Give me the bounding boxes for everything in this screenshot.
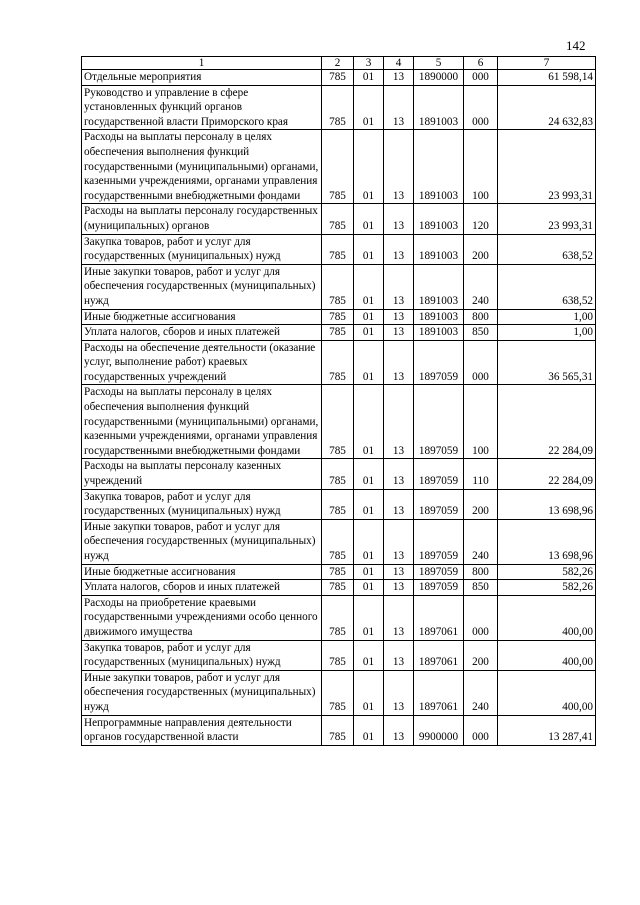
code-cell: 800 [464,309,498,325]
table-row [82,234,596,264]
item-name-cell: Расходы на выплаты персоналу в целях обеспечения выполнения функций государственными (муниципальными) органами, казенными учреждениями, органами управления государственными внебюджетными фондами [82,385,322,459]
code-cell: 1891003 [414,325,464,341]
table-row [82,70,596,86]
code-cell: 01 [354,595,384,640]
amount-cell: 22 284,09 [498,459,596,489]
code-cell: 01 [354,640,384,670]
table-row [82,519,596,564]
code-cell: 01 [354,670,384,715]
table-row [82,325,596,341]
code-cell: 200 [464,234,498,264]
amount-cell: 13 698,96 [498,489,596,519]
code-cell: 01 [354,325,384,341]
budget-table [81,56,596,746]
amount-cell: 400,00 [498,640,596,670]
item-name-cell: Закупка товаров, работ и услуг для государственных (муниципальных) нужд [82,489,322,519]
code-cell: 850 [464,325,498,341]
item-name-cell: Иные закупки товаров, работ и услуг для обеспечения государственных (муниципальных) нужд [82,264,322,309]
table-row [82,309,596,325]
table-row [82,85,596,130]
code-cell: 13 [384,715,414,745]
table-row [82,130,596,204]
code-cell: 1897059 [414,564,464,580]
code-cell: 13 [384,70,414,86]
item-name-cell: Отдельные мероприятия [82,70,322,86]
code-cell: 240 [464,519,498,564]
code-cell: 1891003 [414,234,464,264]
code-cell: 13 [384,640,414,670]
code-cell: 120 [464,204,498,234]
code-cell: 13 [384,264,414,309]
code-cell: 785 [322,595,354,640]
code-cell: 01 [354,715,384,745]
table-row [82,340,596,385]
header-cell: 7 [498,57,596,70]
amount-cell: 638,52 [498,264,596,309]
table-row [82,715,596,745]
code-cell: 13 [384,325,414,341]
amount-cell: 1,00 [498,309,596,325]
code-cell: 200 [464,489,498,519]
code-cell: 1897059 [414,519,464,564]
code-cell: 000 [464,595,498,640]
table-row [82,459,596,489]
code-cell: 785 [322,715,354,745]
amount-cell: 23 993,31 [498,130,596,204]
item-name-cell: Расходы на выплаты персоналу в целях обеспечения выполнения функций государственными (муниципальными) органами, казенными учреждениями, органами управления государственными внебюджетными фондами [82,130,322,204]
code-cell: 785 [322,564,354,580]
table-row [82,564,596,580]
item-name-cell: Закупка товаров, работ и услуг для государственных (муниципальных) нужд [82,234,322,264]
table-row [82,489,596,519]
table-row [82,670,596,715]
code-cell: 785 [322,70,354,86]
code-cell: 13 [384,204,414,234]
item-name-cell: Непрограммные направления деятельности органов государственной власти [82,715,322,745]
amount-cell: 36 565,31 [498,340,596,385]
code-cell: 785 [322,264,354,309]
code-cell: 785 [322,204,354,234]
amount-cell: 61 598,14 [498,70,596,86]
table-row [82,595,596,640]
code-cell: 01 [354,580,384,596]
code-cell: 785 [322,85,354,130]
item-name-cell: Иные бюджетные ассигнования [82,309,322,325]
code-cell: 785 [322,519,354,564]
code-cell: 110 [464,459,498,489]
code-cell: 01 [354,340,384,385]
code-cell: 785 [322,640,354,670]
code-cell: 13 [384,564,414,580]
code-cell: 1891003 [414,204,464,234]
code-cell: 1897061 [414,670,464,715]
table-row [82,385,596,459]
code-cell: 13 [384,519,414,564]
code-cell: 13 [384,670,414,715]
code-cell: 800 [464,564,498,580]
code-cell: 13 [384,309,414,325]
code-cell: 01 [354,489,384,519]
code-cell: 01 [354,519,384,564]
code-cell: 240 [464,264,498,309]
item-name-cell: Закупка товаров, работ и услуг для государственных (муниципальных) нужд [82,640,322,670]
code-cell: 01 [354,130,384,204]
amount-cell: 400,00 [498,595,596,640]
amount-cell: 1,00 [498,325,596,341]
code-cell: 13 [384,385,414,459]
code-cell: 01 [354,264,384,309]
code-cell: 13 [384,130,414,204]
code-cell: 13 [384,459,414,489]
item-name-cell: Расходы на выплаты персоналу казенных учреждений [82,459,322,489]
amount-cell: 24 632,83 [498,85,596,130]
code-cell: 100 [464,130,498,204]
code-cell: 240 [464,670,498,715]
code-cell: 13 [384,595,414,640]
code-cell: 1897059 [414,340,464,385]
code-cell: 1891003 [414,130,464,204]
item-name-cell: Расходы на выплаты персоналу государственных (муниципальных) органов [82,204,322,234]
code-cell: 1891003 [414,264,464,309]
code-cell: 01 [354,309,384,325]
code-cell: 100 [464,385,498,459]
code-cell: 1890000 [414,70,464,86]
table-row [82,640,596,670]
header-cell: 1 [82,57,322,70]
code-cell: 000 [464,715,498,745]
amount-cell: 582,26 [498,564,596,580]
item-name-cell: Иные бюджетные ассигнования [82,564,322,580]
code-cell: 01 [354,564,384,580]
header-cell: 3 [354,57,384,70]
amount-cell: 23 993,31 [498,204,596,234]
code-cell: 785 [322,489,354,519]
code-cell: 01 [354,204,384,234]
amount-cell: 400,00 [498,670,596,715]
code-cell: 1897059 [414,489,464,519]
item-name-cell: Руководство и управление в сфере установленных функций органов государственной власти Приморского края [82,85,322,130]
code-cell: 785 [322,580,354,596]
code-cell: 000 [464,70,498,86]
code-cell: 13 [384,85,414,130]
code-cell: 1891003 [414,309,464,325]
header-cell: 4 [384,57,414,70]
code-cell: 785 [322,459,354,489]
item-name-cell: Иные закупки товаров, работ и услуг для обеспечения государственных (муниципальных) нужд [82,670,322,715]
code-cell: 1891003 [414,85,464,130]
amount-cell: 582,26 [498,580,596,596]
code-cell: 785 [322,309,354,325]
item-name-cell: Уплата налогов, сборов и иных платежей [82,325,322,341]
code-cell: 01 [354,459,384,489]
item-name-cell: Иные закупки товаров, работ и услуг для обеспечения государственных (муниципальных) нужд [82,519,322,564]
code-cell: 01 [354,234,384,264]
code-cell: 1897059 [414,385,464,459]
code-cell: 1897061 [414,640,464,670]
table-row [82,204,596,234]
header-row [82,57,596,70]
code-cell: 13 [384,234,414,264]
code-cell: 850 [464,580,498,596]
code-cell: 01 [354,70,384,86]
item-name-cell: Расходы на приобретение краевыми государственными учреждениями особо ценного движимого имущества [82,595,322,640]
item-name-cell: Расходы на обеспечение деятельности (оказание услуг, выполнение работ) краевых государственных учреждений [82,340,322,385]
code-cell: 13 [384,580,414,596]
code-cell: 13 [384,489,414,519]
amount-cell: 13 698,96 [498,519,596,564]
code-cell: 13 [384,340,414,385]
code-cell: 01 [354,385,384,459]
item-name-cell: Уплата налогов, сборов и иных платежей [82,580,322,596]
code-cell: 000 [464,85,498,130]
code-cell: 785 [322,670,354,715]
code-cell: 9900000 [414,715,464,745]
header-cell: 2 [322,57,354,70]
amount-cell: 22 284,09 [498,385,596,459]
code-cell: 785 [322,340,354,385]
code-cell: 1897061 [414,595,464,640]
page-number: 142 [566,38,586,53]
amount-cell: 638,52 [498,234,596,264]
code-cell: 01 [354,85,384,130]
header-cell: 6 [464,57,498,70]
code-cell: 785 [322,130,354,204]
code-cell: 1897059 [414,459,464,489]
code-cell: 785 [322,385,354,459]
header-cell: 5 [414,57,464,70]
code-cell: 000 [464,340,498,385]
code-cell: 200 [464,640,498,670]
code-cell: 785 [322,325,354,341]
table-row [82,264,596,309]
amount-cell: 13 287,41 [498,715,596,745]
code-cell: 785 [322,234,354,264]
code-cell: 1897059 [414,580,464,596]
table-row [82,580,596,596]
